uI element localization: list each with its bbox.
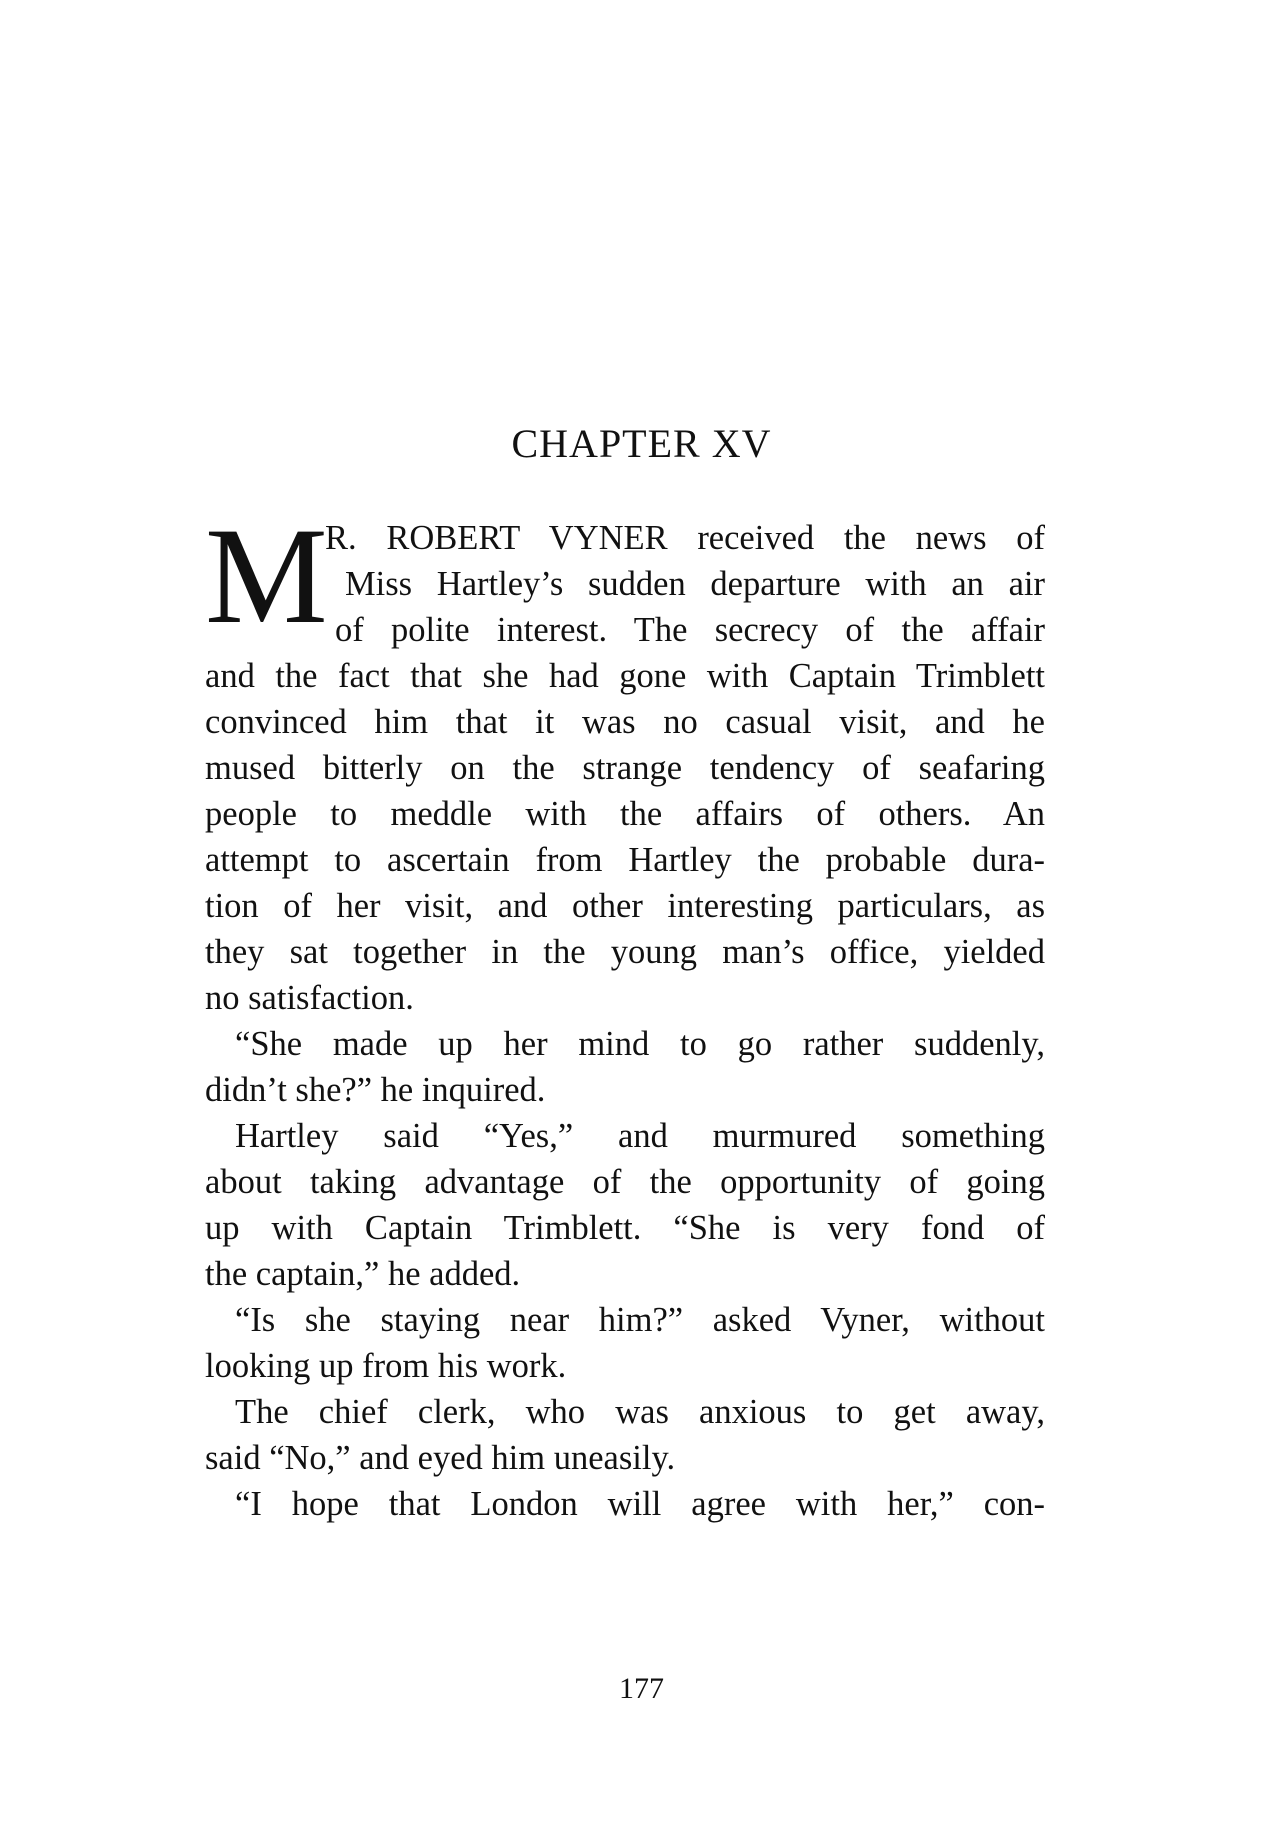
text-line: tion of her visit, and other interesting particulars, as [205,887,1045,925]
text-line: they sat together in the young man’s office, yielded [205,933,1045,971]
opening-paragraph [205,499,1045,1021]
paragraph [205,1021,1045,1113]
text-line: “Is she staying near him?” asked Vyner, without [235,1301,1045,1339]
text-line: didn’t she?” he inquired. [205,1071,546,1109]
text-line: people to meddle with the affairs of others. An [205,795,1045,833]
text-line: “She made up her mind to go rather suddenly, [235,1025,1045,1063]
text-line: The chief clerk, who was anxious to get away, [235,1393,1045,1431]
chapter-title: CHAPTER XV [511,421,772,466]
chapter-text [205,499,1045,1527]
text-line: the captain,” he added. [205,1255,521,1293]
text-line: Hartley said “Yes,” and murmured something [235,1117,1045,1155]
paragraph [205,1113,1045,1297]
text-line: mused bitterly on the strange tendency of seafaring [205,749,1045,787]
text-line: up with Captain Trimblett. “She is very fond of [205,1209,1045,1247]
paragraph [205,1389,1045,1481]
paragraph [205,1481,1045,1527]
text-line: “I hope that London will agree with her,” con- [235,1485,1045,1523]
text-line: R. ROBERT VYNER received the news of [325,519,1045,557]
drop-cap: M [205,499,328,652]
text-line: no satisfaction. [205,979,414,1017]
text-line: said “No,” and eyed him uneasily. [205,1439,676,1477]
text-line: Miss Hartley’s sudden departure with an air [345,565,1045,603]
page-number: 177 [619,1672,664,1705]
text-line: looking up from his work. [205,1347,567,1385]
paragraph [205,1297,1045,1389]
text-line: attempt to ascertain from Hartley the probable dura- [205,841,1045,879]
text-line: convinced him that it was no casual visit, and he [205,703,1045,741]
text-line: of polite interest. The secrecy of the affair [335,611,1045,649]
text-line: and the fact that she had gone with Captain Trimblett [205,657,1045,695]
drop-cap-lines [325,515,1045,653]
text-line: about taking advantage of the opportunity of going [205,1163,1045,1201]
